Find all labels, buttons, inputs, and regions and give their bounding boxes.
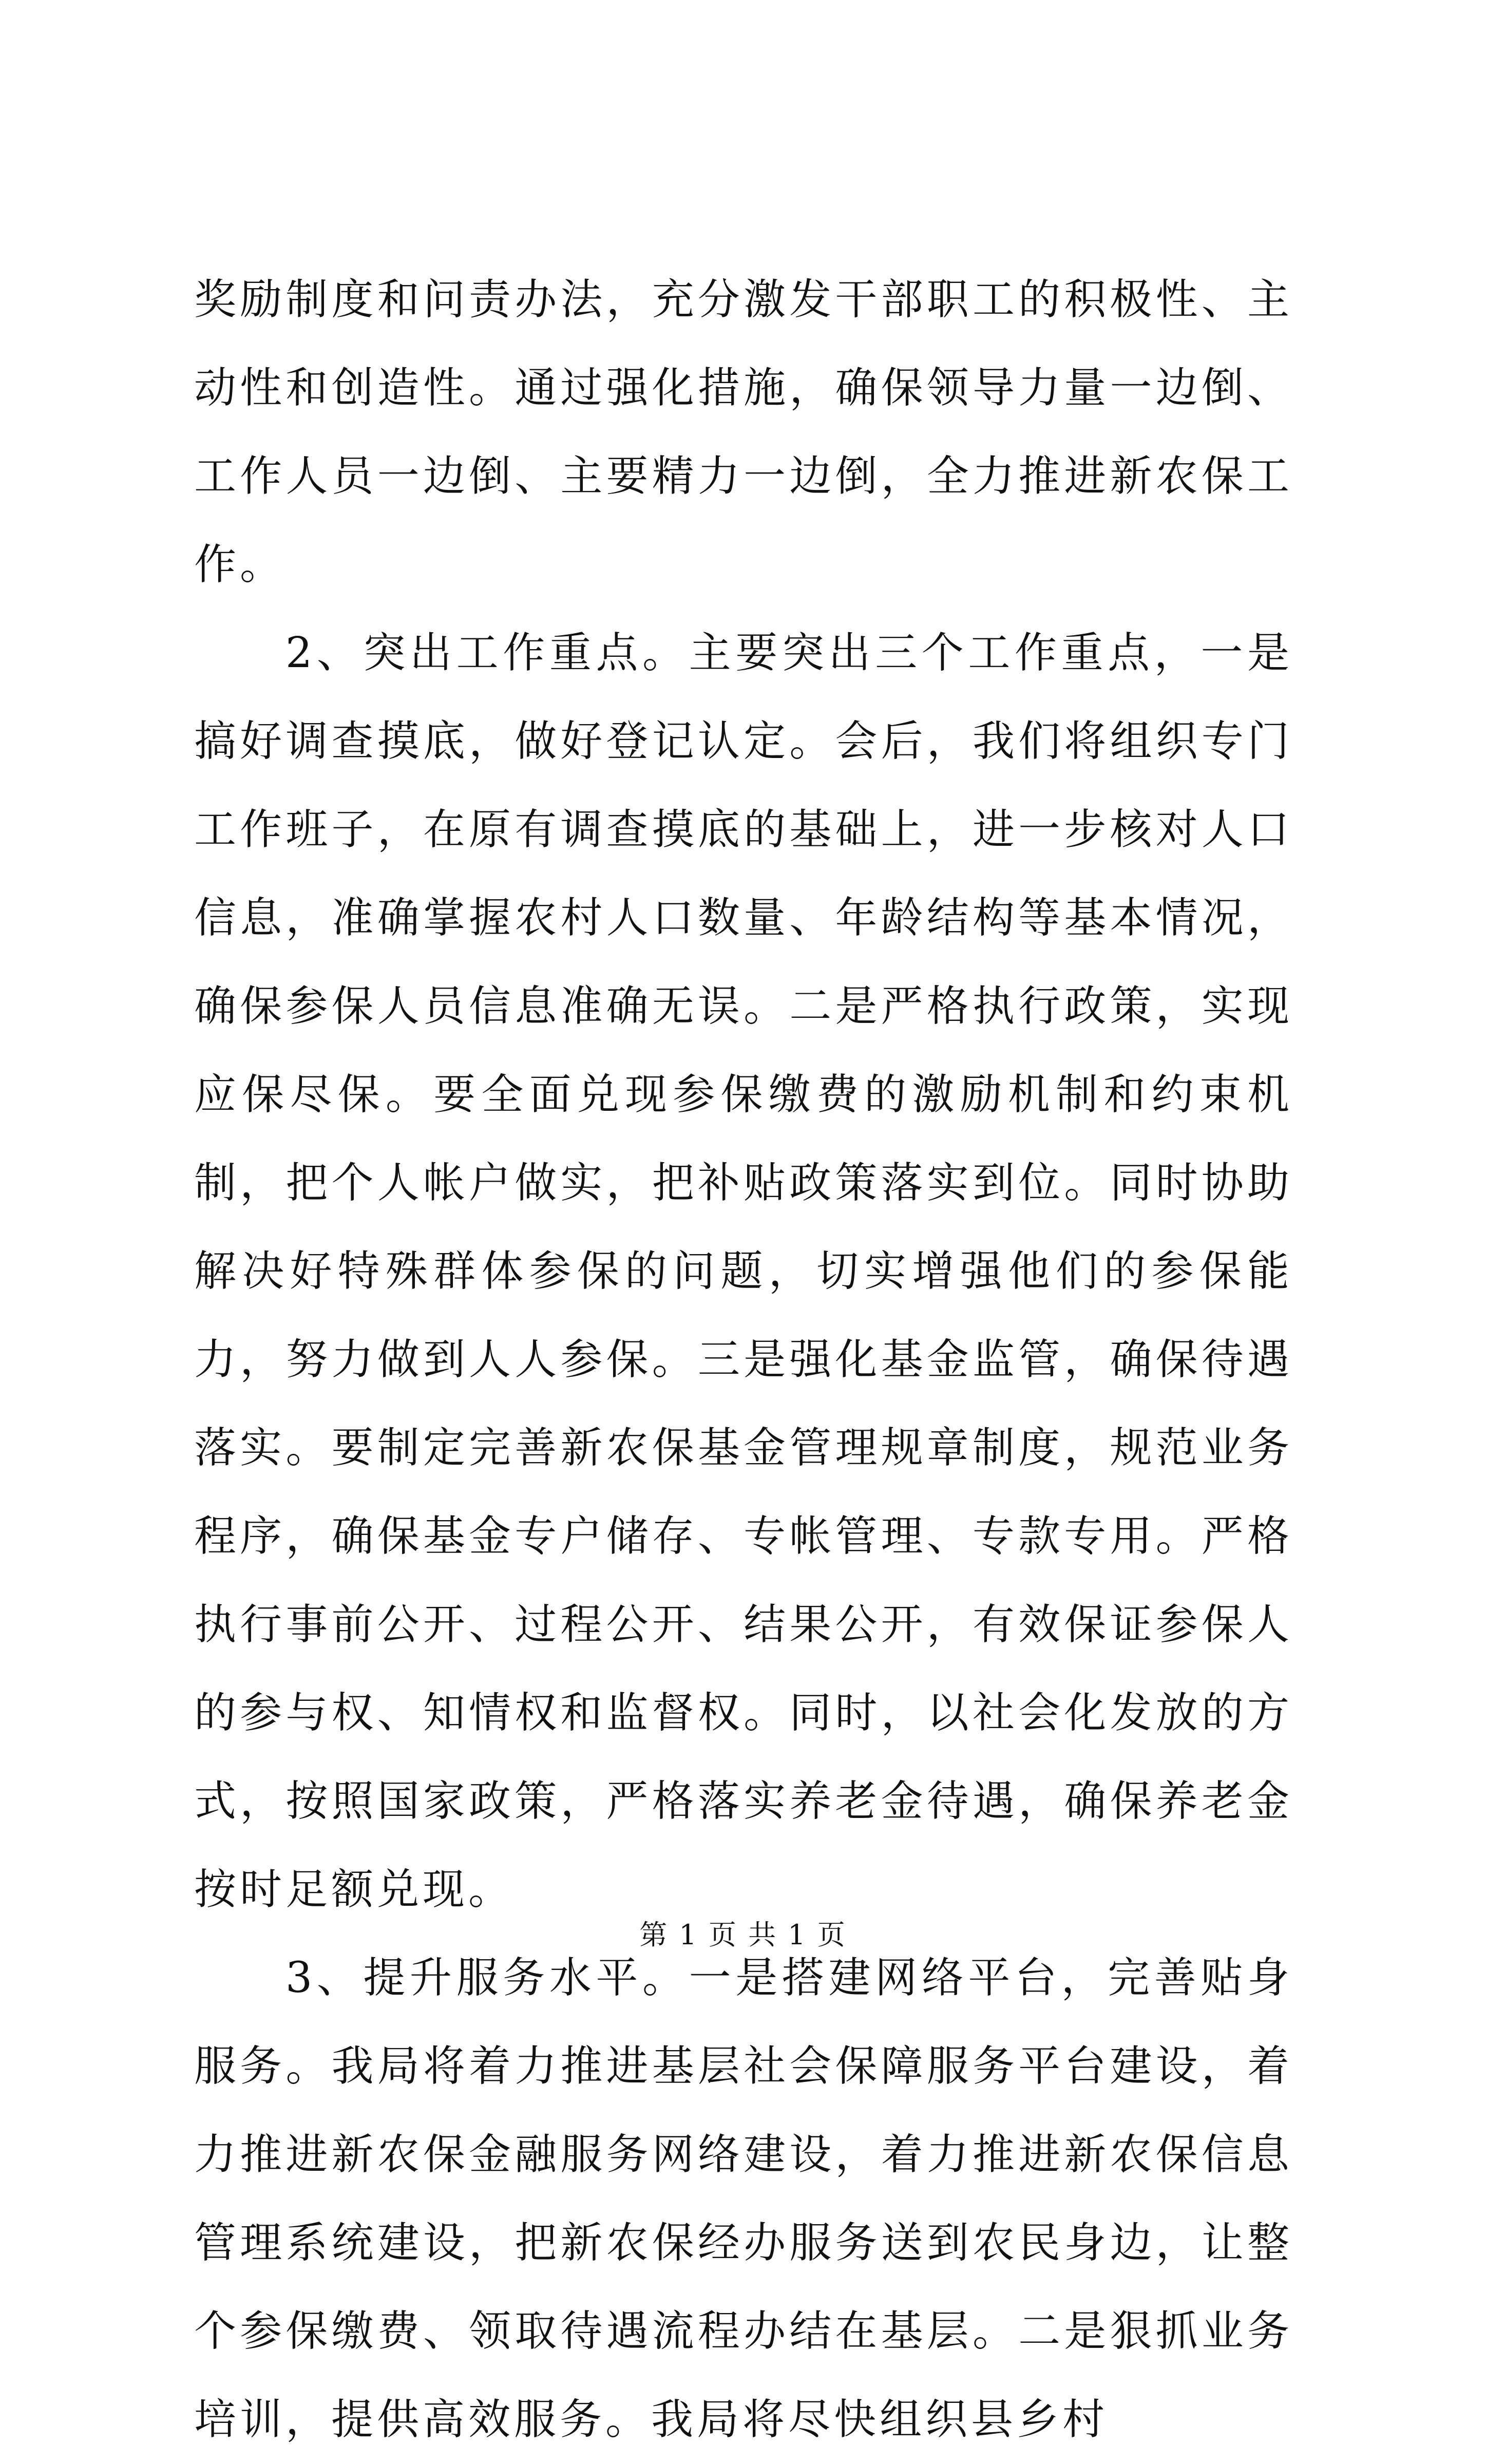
paragraph-1: 奖励制度和问责办法，充分激发干部职工的积极性、主动性和创造性。通过强化措施，确保领导力量一边倒、工作人员一边倒、主要精力一边倒，全力推进新农保工作。 (194, 275, 1293, 589)
paragraph-3: 3、提升服务水平。一是搭建网络平台，完善贴身服务。我局将着力推进基层社会保障服务平台建设，着力推进新农保金融服务网络建设，着力推进新农保信息管理系统建设，把新农保经办服务送到农民身边，让整个参保缴费、领取待遇流程办结在基层。二是狠抓业务培训，提供高效服务。我局将尽快组织县乡村 (194, 1954, 1293, 2444)
page-footer: 第 1 页 共 1 页 (639, 1919, 847, 1951)
paragraph-2: 2、突出工作重点。主要突出三个工作重点，一是搞好调查摸底，做好登记认定。会后，我们将组织专门工作班子，在原有调查摸底的基础上，进一步核对人口信息，准确掌握农村人口数量、年龄结构等基本情况，确保参保人员信息准确无误。二是严格执行政策，实现应保尽保。要全面兑现参保缴费的激励机制和约束机制，把个人帐户做实，把补贴政策落实到位。同时协助解决好特殊群体参保的问题，切实增强他们的参保能力，努力做到人人参保。三是强化基金监管，确保待遇落实。要制定完善新农保基金管理规章制度，规范业务程序，确保基金专户储存、专帐管理、专款专用。严格执行事前公开、过程公开、结果公开，有效保证参保人的参与权、知情权和监督权。同时，以社会化发放的方式，按照国家政策，严格落实养老金待遇，确保养老金按时足额兑现。 (194, 629, 1293, 1914)
document-body (194, 256, 1293, 2464)
